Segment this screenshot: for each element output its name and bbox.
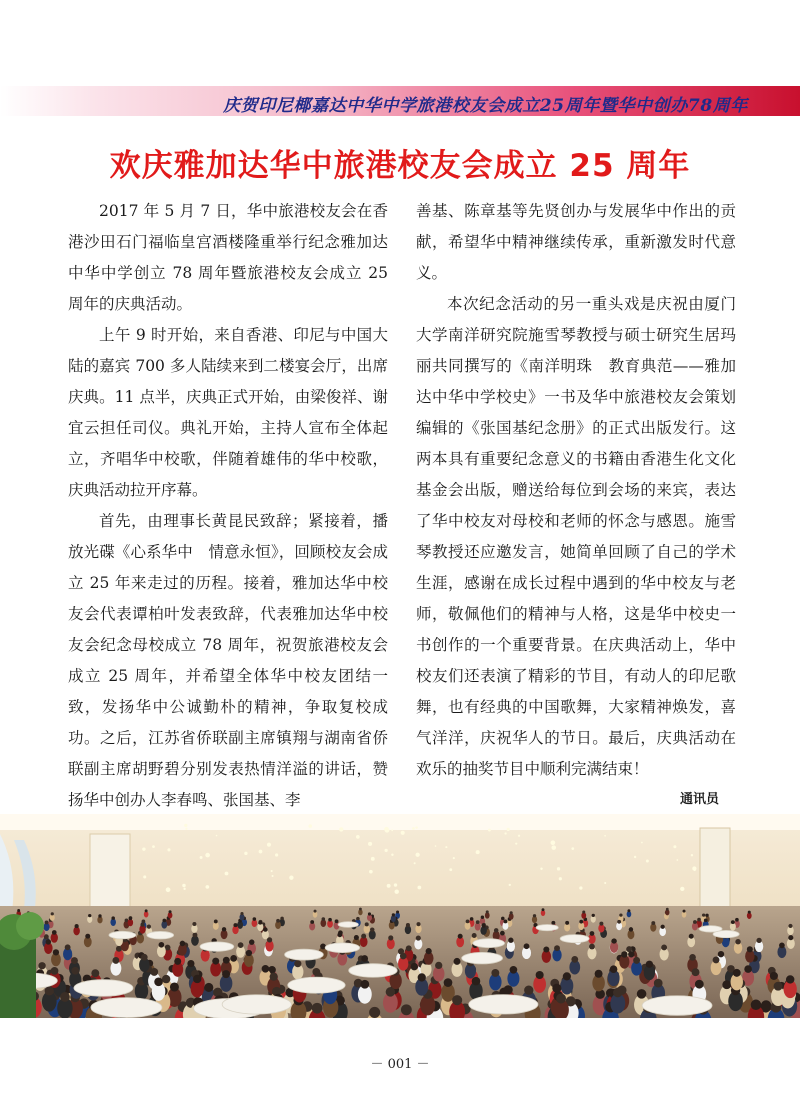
- left-column: [68, 196, 388, 816]
- paragraph-2: 上午 9 时开始，来自香港、印尼与中国大陆的嘉宾 700 多人陆续来到二楼宴会厅，出席庆典。11 点半，庆典正式开始，由梁俊祥、谢宜云担任司仪。典礼开始，主持人宣布全体起立，齐唱华中校歌，伴随着雄伟的华中校歌，庆典活动拉开序幕。: [68, 326, 388, 499]
- paragraph-4: 本次纪念活动的另一重头戏是庆祝由厦门大学南洋研究院施雪琴教授与硕士研究生居玛丽共同撰写的《南洋明珠 教育典范——雅加达中华中学校史》一书及华中旅港校友会策划编辑的《张国基纪念册》的正式出版发行。这两本具有重要纪念意义的书籍由香港生化文化基金会出版，赠送给每位到会场的来宾，表达了华中校友对母校和老师的怀念与感恩。施雪琴教授还应邀发言，她简单回顾了自己的学术生涯，感谢在成长过程中遇到的华中校友与老师，敬佩他们的精神与人格，这是华中校史一书创作的一个重要背景。在庆典活动上，华中校友们还表演了精彩的节目，有动人的印尼歌舞，也有经典的中国歌舞，大家精神焕发，喜气洋洋，庆祝华人的节日。最后，庆典活动在欢乐的抽奖节目中顺利完满结束！: [416, 295, 736, 778]
- banquet-photo: [0, 814, 800, 1018]
- byline: 通讯员: [680, 792, 720, 807]
- page-number: － 001 －: [370, 1057, 430, 1072]
- paragraph-1: 2017 年 5 月 7 日，华中旅港校友会在香港沙田石门福临皇宫酒楼隆重举行纪念雅加达中华中学创立 78 周年暨旅港校友会成立 25 周年的庆典活动。: [68, 202, 388, 313]
- header-banner: [0, 86, 800, 116]
- banner-text: 庆贺印尼椰嘉达中华中学旅港校友会成立25周年暨华中创办78周年: [223, 96, 748, 116]
- article-title: 欢庆雅加达华中旅港校友会成立 25 周年: [109, 148, 691, 184]
- right-column: [416, 196, 736, 785]
- paragraph-3: 首先，由理事长黄昆民致辞；紧接着，播放光碟《心系华中 情意永恒》，回顾校友会成立 25 年来走过的历程。接着，雅加达华中校友会代表谭柏叶发表致辞，代表雅加达华中校友会纪念母校成立 78 周年，祝贺旅港校友会成立 25 周年，并希望全体华中校友团结一致，发扬华中公诚勤朴的精神，争取复校成功。之后，江苏省侨联副主席镇翔与湖南省侨联副主席胡野碧分别发表热情洋溢的讲话，赞扬华中创办人李春鸣、张国基、李: [68, 512, 388, 809]
- paragraph-3-continued: 善基、陈章基等先贤创办与发展华中作出的贡献，希望华中精神继续传承，重新激发时代意义。: [416, 202, 736, 282]
